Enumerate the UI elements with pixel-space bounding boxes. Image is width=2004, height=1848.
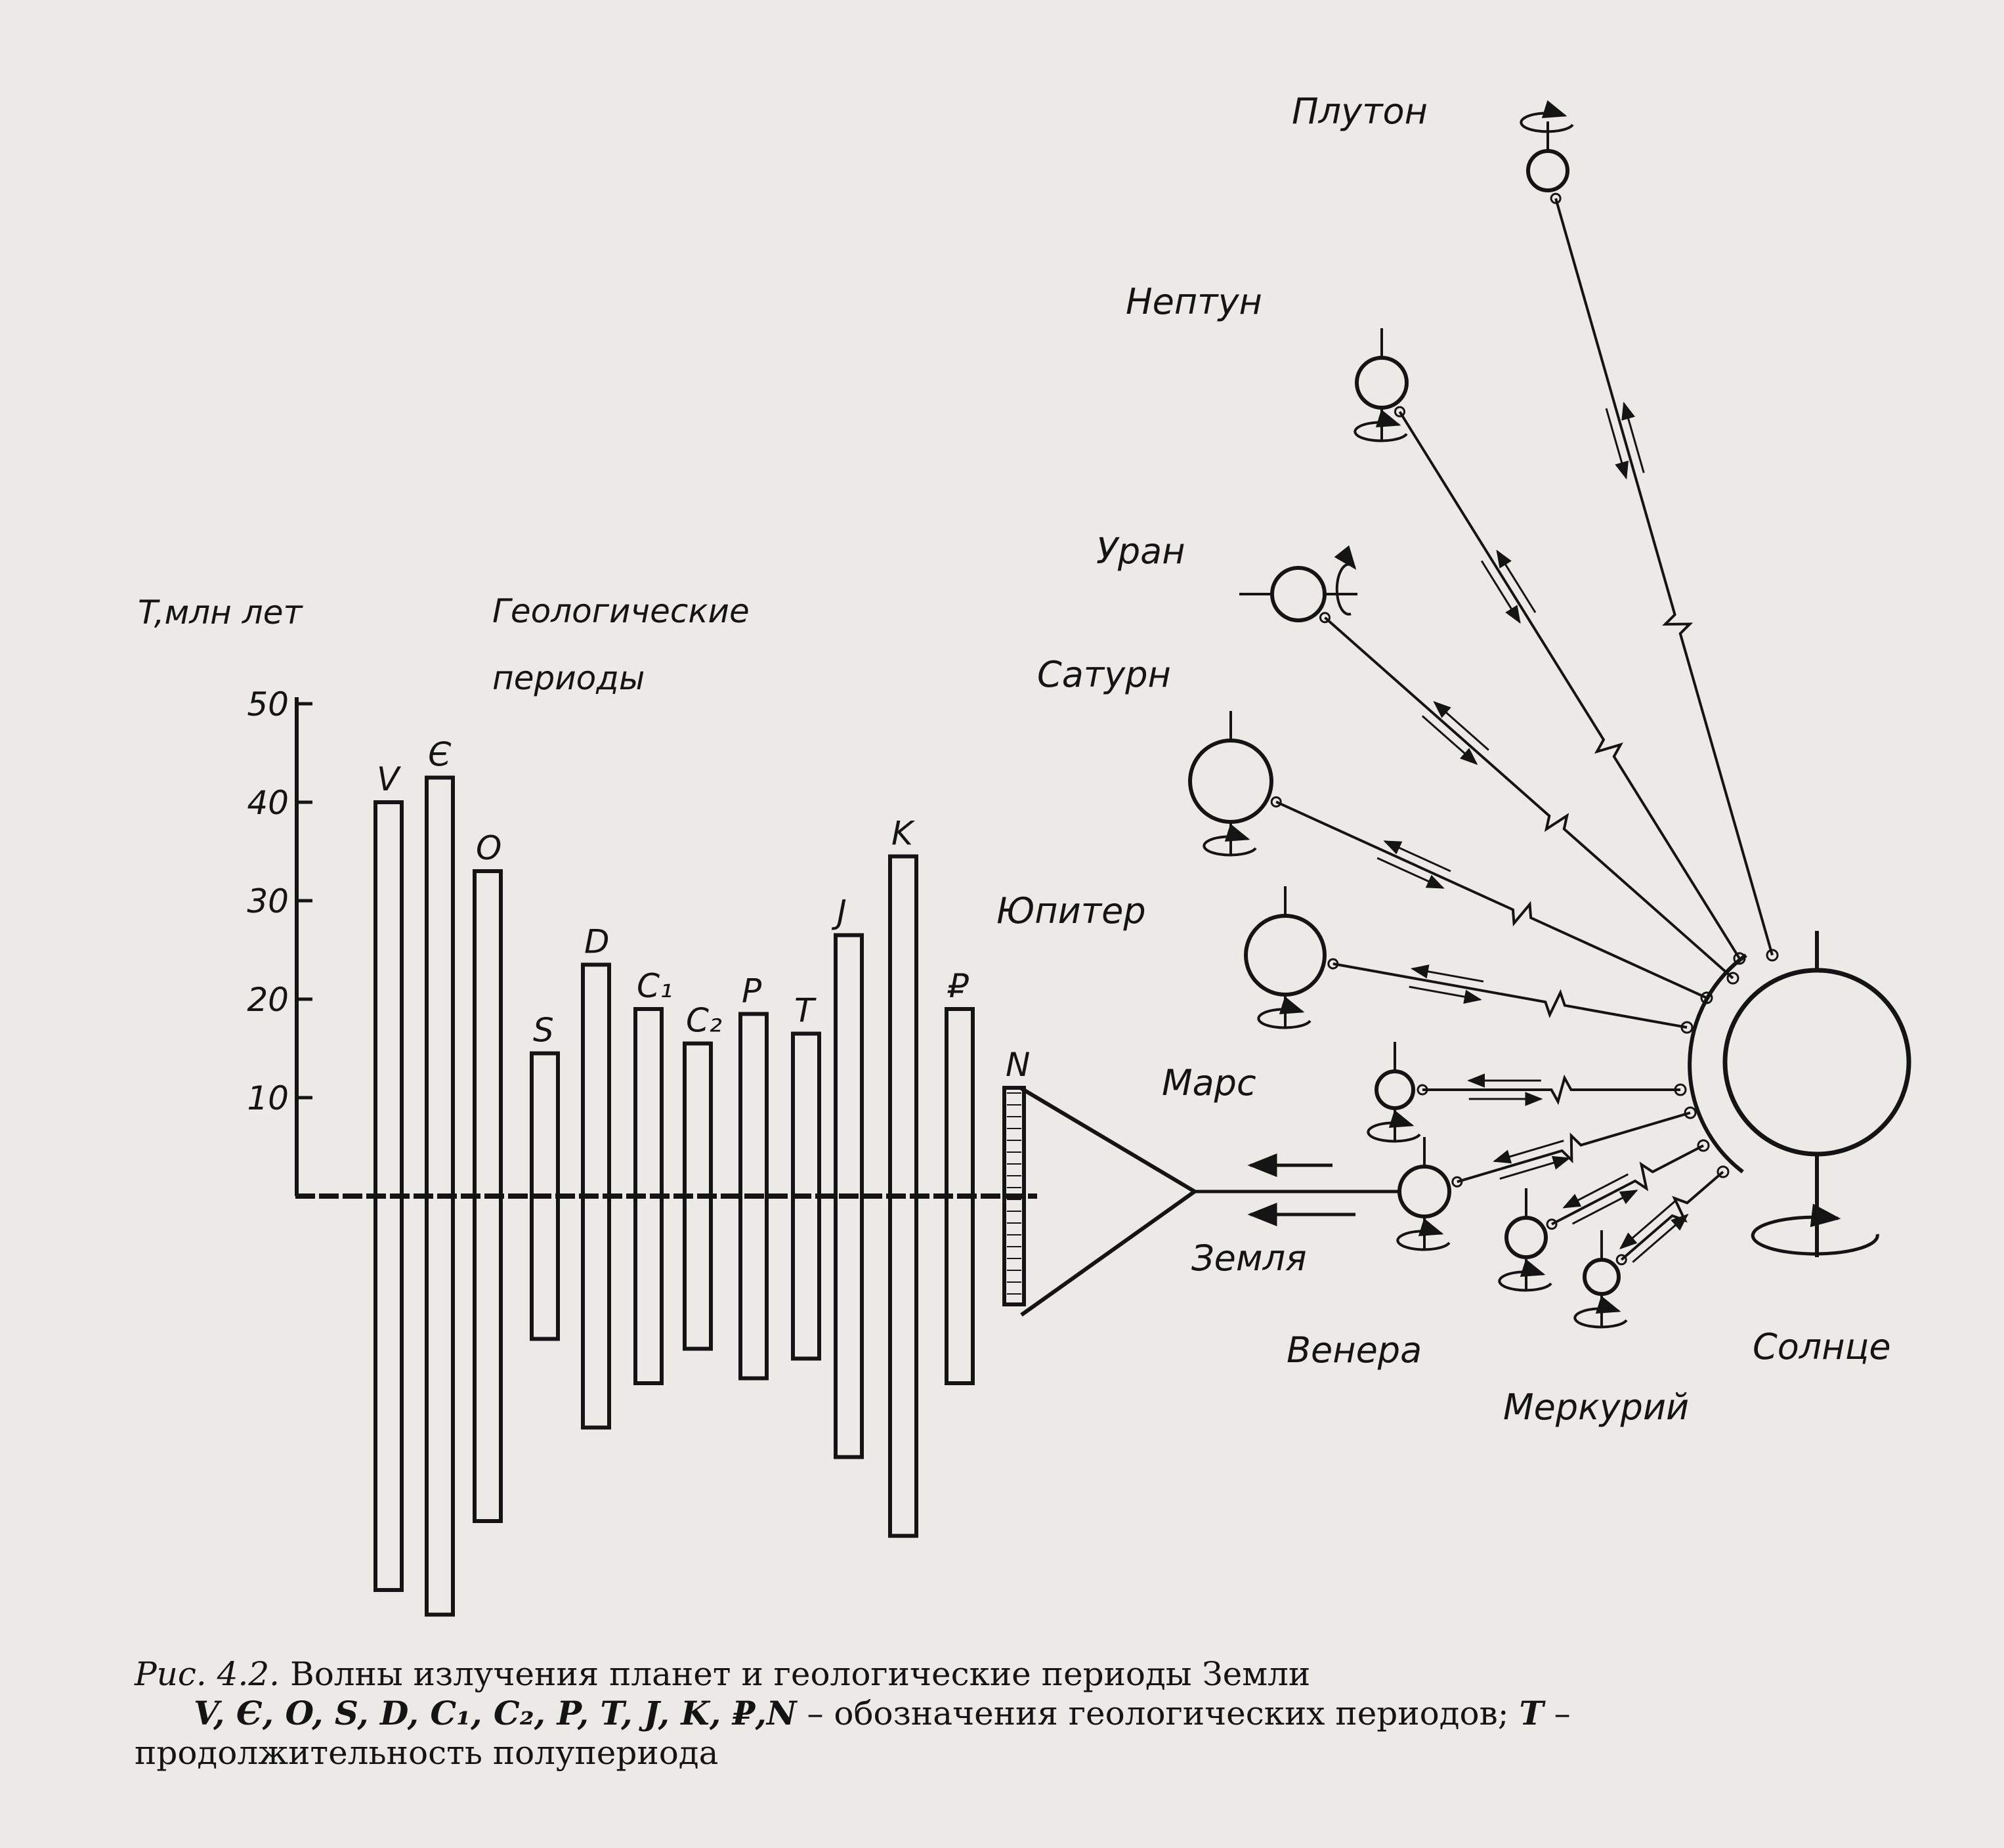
planet-disc <box>1528 151 1567 190</box>
wave-link-mars <box>1422 1078 1680 1102</box>
wave-arrow-inbound <box>1624 403 1644 473</box>
y-tick-label: 30 <box>247 882 289 920</box>
planet-uranus <box>1239 565 1738 983</box>
label-jupiter: Юпитер <box>996 890 1146 932</box>
planet-pluto <box>1521 113 1778 960</box>
wave-arrow-inbound <box>1621 1201 1675 1248</box>
bar-label: T <box>794 991 815 1030</box>
planet-saturn <box>1190 711 1712 1003</box>
wave-link-jupiter <box>1333 964 1687 1027</box>
sun <box>1690 931 1909 1367</box>
y-axis-label: T,млн лет <box>138 593 303 632</box>
bar-label: K <box>891 814 913 853</box>
y-tick <box>247 1079 312 1117</box>
planet-disc <box>1506 1218 1546 1257</box>
periods-heading-line2: периоды <box>492 659 645 697</box>
wave-link-uranus <box>1325 618 1733 978</box>
caption-t-symbol: T <box>1519 1694 1544 1732</box>
figure-caption <box>135 1654 1972 1773</box>
wave-link-mercury <box>1621 1172 1723 1260</box>
caption-t-dash: – <box>1543 1694 1571 1732</box>
bar-label: D <box>584 922 610 961</box>
wave-arrow-outbound <box>1632 1215 1687 1262</box>
planet-disc <box>1399 1167 1449 1216</box>
bar-label: Є <box>428 735 451 774</box>
y-tick-label: 50 <box>247 685 289 723</box>
bar-label: C₁ <box>637 967 673 1005</box>
planet-disc <box>1190 741 1271 822</box>
bar-label: J <box>837 893 847 932</box>
label-saturn: Сатурн <box>1037 654 1171 695</box>
planet-disc <box>1376 1071 1413 1108</box>
caption-definition-line <box>135 1733 1972 1773</box>
y-tick-label: 10 <box>247 1079 289 1117</box>
label-sun: Солнце <box>1753 1326 1891 1367</box>
sun-disc <box>1725 970 1909 1154</box>
y-tick <box>247 685 312 723</box>
caption-t-definition: продолжительность полупериода <box>135 1734 719 1772</box>
planet-disc <box>1357 358 1407 408</box>
bar-label: N <box>1006 1046 1031 1084</box>
bar-label: O <box>476 829 502 867</box>
planet-disc <box>1272 568 1325 620</box>
wave-arrow-outbound <box>1422 716 1476 764</box>
y-tick-label: 20 <box>247 981 289 1019</box>
label-venus: Венера <box>1287 1329 1422 1371</box>
caption-period-symbols: V, Є, O, S, D, C₁, C₂, P, T, J, K, ₽,N <box>194 1694 797 1732</box>
caption-title: Волны излучения планет и геологические периоды Земли <box>289 1655 1311 1693</box>
caption-legend-text: – обозначения геологических периодов; <box>796 1694 1520 1732</box>
y-tick <box>247 882 312 920</box>
planet-disc <box>1585 1260 1619 1294</box>
bar-label: S <box>533 1011 554 1050</box>
earth-wave-wedge <box>1021 1088 1195 1315</box>
planet-earth <box>1397 1107 1695 1249</box>
periods-heading-line1: Геологические <box>492 592 750 630</box>
y-tick-label: 40 <box>247 784 289 822</box>
y-tick <box>247 784 312 822</box>
label-mars: Марс <box>1162 1062 1256 1104</box>
caption-legend-line <box>135 1694 1972 1733</box>
label-pluto: Плутон <box>1292 91 1428 132</box>
label-mercury: Меркурий <box>1503 1386 1690 1428</box>
sun-halo-arc <box>1690 955 1746 1172</box>
wave-link-saturn <box>1276 802 1707 998</box>
bar-label: C₂ <box>686 1001 722 1040</box>
wave-arrow-outbound <box>1500 1158 1569 1178</box>
planet-disc <box>1246 916 1325 995</box>
wave-link-neptune <box>1399 412 1739 958</box>
wave-arrow-outbound <box>1606 408 1626 478</box>
period-bars <box>375 736 1030 1615</box>
bar-label: V <box>377 760 400 798</box>
wave-arrow-outbound <box>1482 561 1520 622</box>
planet-mars <box>1368 1042 1686 1141</box>
label-earth: Земля <box>1191 1237 1307 1279</box>
wave-arrow-inbound <box>1434 702 1488 750</box>
wave-arrow-inbound <box>1497 551 1535 612</box>
planets <box>1190 113 1778 1327</box>
label-uranus: Уран <box>1096 530 1185 572</box>
wave-arrow-inbound <box>1495 1141 1564 1161</box>
caption-title-line <box>135 1654 1972 1694</box>
bar-label: P <box>742 972 762 1010</box>
rotation-arrow <box>1337 565 1355 614</box>
label-neptune: Нептун <box>1126 281 1262 322</box>
y-tick <box>247 981 312 1019</box>
bar-label: ₽ <box>948 967 969 1005</box>
planet-venus <box>1499 1140 1709 1290</box>
y-axis-ticks <box>247 685 312 1117</box>
planet-neptune <box>1355 328 1745 964</box>
caption-figure-number: Рис. 4.2. <box>135 1655 280 1693</box>
wave-link-pluto <box>1556 198 1772 955</box>
